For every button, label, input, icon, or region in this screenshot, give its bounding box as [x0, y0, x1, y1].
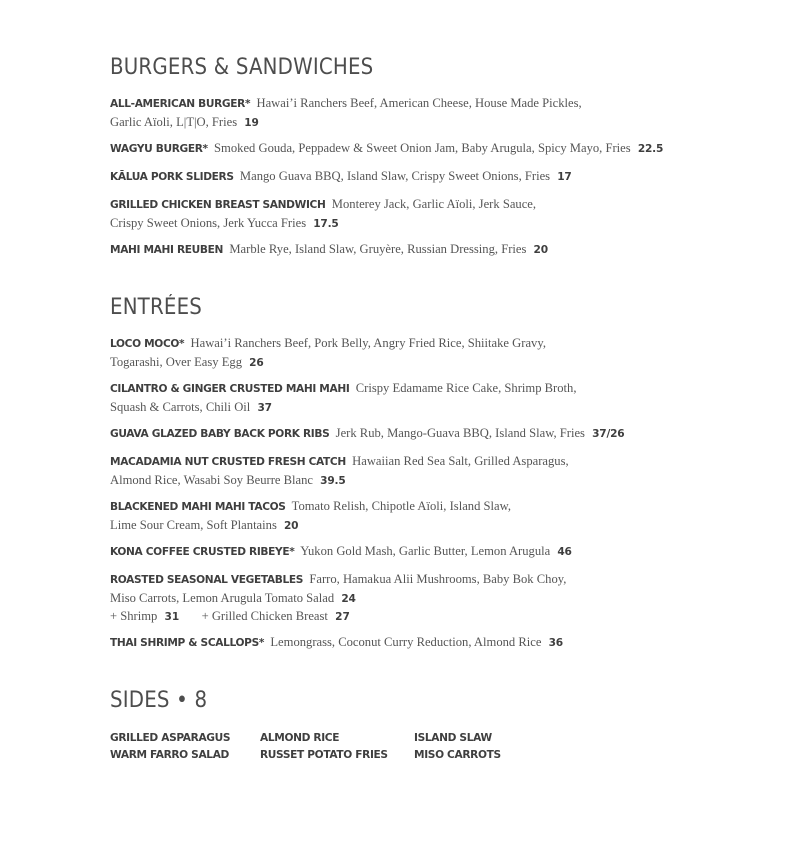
item-description: Lime Sour Cream, Soft Plantains	[110, 517, 277, 532]
item-price: 26	[249, 356, 264, 369]
item-name: THAI SHRIMP & SCALLOPS*	[110, 637, 265, 649]
item-price: 37	[257, 401, 272, 414]
item-price: 37/26	[592, 428, 625, 440]
menu-item-thai-shrimp-scallops	[110, 634, 563, 653]
menu-item-macadamia-catch	[110, 453, 569, 490]
side-item: ISLAND SLAW	[414, 732, 492, 744]
item-description: Garlic Aïoli, L|T|O, Fries	[110, 114, 238, 129]
menu-item-pork-ribs	[110, 425, 624, 444]
side-item: RUSSET POTATO FRIES	[260, 749, 388, 761]
item-name: BLACKENED MAHI MAHI TACOS	[110, 501, 286, 513]
item-price: 39.5	[320, 474, 346, 487]
item-description: Hawai’i Ranchers Beef, Pork Belly, Angry Fried Rice, Shiitake Gravy,	[190, 336, 546, 350]
item-description: Marble Rye, Island Slaw, Gruyère, Russian Dressing, Fries	[229, 242, 527, 256]
menu-item-loco-moco	[110, 335, 546, 372]
section-title-sides: SIDES • 8	[110, 688, 208, 713]
item-name: CILANTRO & GINGER CRUSTED MAHI MAHI	[110, 383, 350, 395]
addon-label: + Shrimp	[110, 609, 158, 623]
item-description: Crispy Sweet Onions, Jerk Yucca Fries	[110, 215, 307, 230]
item-description: Farro, Hamakua Alii Mushrooms, Baby Bok Choy,	[309, 572, 567, 586]
sides-column-1	[110, 730, 230, 764]
item-price: 20	[284, 519, 299, 532]
item-price: 19	[244, 116, 259, 129]
item-description: Lemongrass, Coconut Curry Reduction, Almond Rice	[270, 635, 542, 649]
item-name: KONA COFFEE CRUSTED RIBEYE*	[110, 546, 295, 558]
item-description: Jerk Rub, Mango-Guava BBQ, Island Slaw, Fries	[335, 426, 585, 440]
item-description: Yukon Gold Mash, Garlic Butter, Lemon Arugula	[300, 544, 551, 558]
sides-column-2	[260, 730, 388, 764]
sides-column-3	[414, 730, 501, 764]
item-price: 36	[548, 637, 563, 649]
item-name: KĀLUA PORK SLIDERS	[110, 171, 234, 183]
item-description: Smoked Gouda, Peppadew & Sweet Onion Jam, Baby Arugula, Spicy Mayo, Fries	[214, 141, 631, 155]
item-name: LOCO MOCO*	[110, 338, 185, 350]
item-price: 17.5	[313, 217, 339, 230]
item-name: GUAVA GLAZED BABY BACK PORK RIBS	[110, 428, 330, 440]
menu-item-all-american-burger	[110, 95, 582, 132]
side-item: GRILLED ASPARAGUS	[110, 732, 231, 744]
section-title-entrees: ENTRÉES	[110, 295, 203, 320]
item-name: ROASTED SEASONAL VEGETABLES	[110, 574, 304, 586]
item-price: 22.5	[637, 143, 664, 155]
side-item: MISO CARROTS	[414, 749, 501, 761]
item-price: 24	[341, 592, 356, 605]
menu-item-mahi-mahi-reuben	[110, 241, 548, 260]
item-price: 46	[557, 546, 572, 558]
item-name: ALL-AMERICAN BURGER*	[110, 98, 251, 110]
item-price: 20	[533, 244, 548, 256]
item-price: 17	[557, 171, 572, 183]
menu-item-roasted-vegetables	[110, 571, 566, 627]
section-title-burgers: BURGERS & SANDWICHES	[110, 55, 374, 80]
item-description: Squash & Carrots, Chili Oil	[110, 399, 251, 414]
item-description: Almond Rice, Wasabi Soy Beurre Blanc	[110, 472, 314, 487]
addon-price: 27	[335, 611, 350, 623]
item-description: Crispy Edamame Rice Cake, Shrimp Broth,	[355, 381, 577, 395]
menu-item-wagyu-burger	[110, 140, 663, 159]
item-description: Mango Guava BBQ, Island Slaw, Crispy Sweet Onions, Fries	[239, 169, 551, 183]
item-description: Hawai’i Ranchers Beef, American Cheese, House Made Pickles,	[256, 96, 582, 110]
item-description: Tomato Relish, Chipotle Aïoli, Island Slaw,	[291, 499, 512, 513]
menu-item-kalua-pork-sliders	[110, 168, 572, 187]
item-name: MACADAMIA NUT CRUSTED FRESH CATCH	[110, 456, 346, 468]
item-description: Monterey Jack, Garlic Aïoli, Jerk Sauce,	[331, 197, 537, 211]
menu-item-mahi-tacos	[110, 498, 511, 535]
item-name: MAHI MAHI REUBEN	[110, 244, 224, 256]
item-description: Togarashi, Over Easy Egg	[110, 354, 243, 369]
item-description: Miso Carrots, Lemon Arugula Tomato Salad	[110, 590, 335, 605]
menu-item-cilantro-ginger-mahi	[110, 380, 576, 417]
menu-item-kona-ribeye	[110, 543, 572, 562]
item-description: Hawaiian Red Sea Salt, Grilled Asparagus,	[352, 454, 569, 468]
item-name: GRILLED CHICKEN BREAST SANDWICH	[110, 199, 326, 211]
side-item: WARM FARRO SALAD	[110, 749, 229, 761]
addon-label: + Grilled Chicken Breast	[201, 609, 328, 623]
menu-item-grilled-chicken-sandwich	[110, 196, 536, 233]
addon-price: 31	[164, 611, 180, 623]
item-name: WAGYU BURGER*	[110, 143, 208, 155]
side-item: ALMOND RICE	[260, 732, 340, 744]
